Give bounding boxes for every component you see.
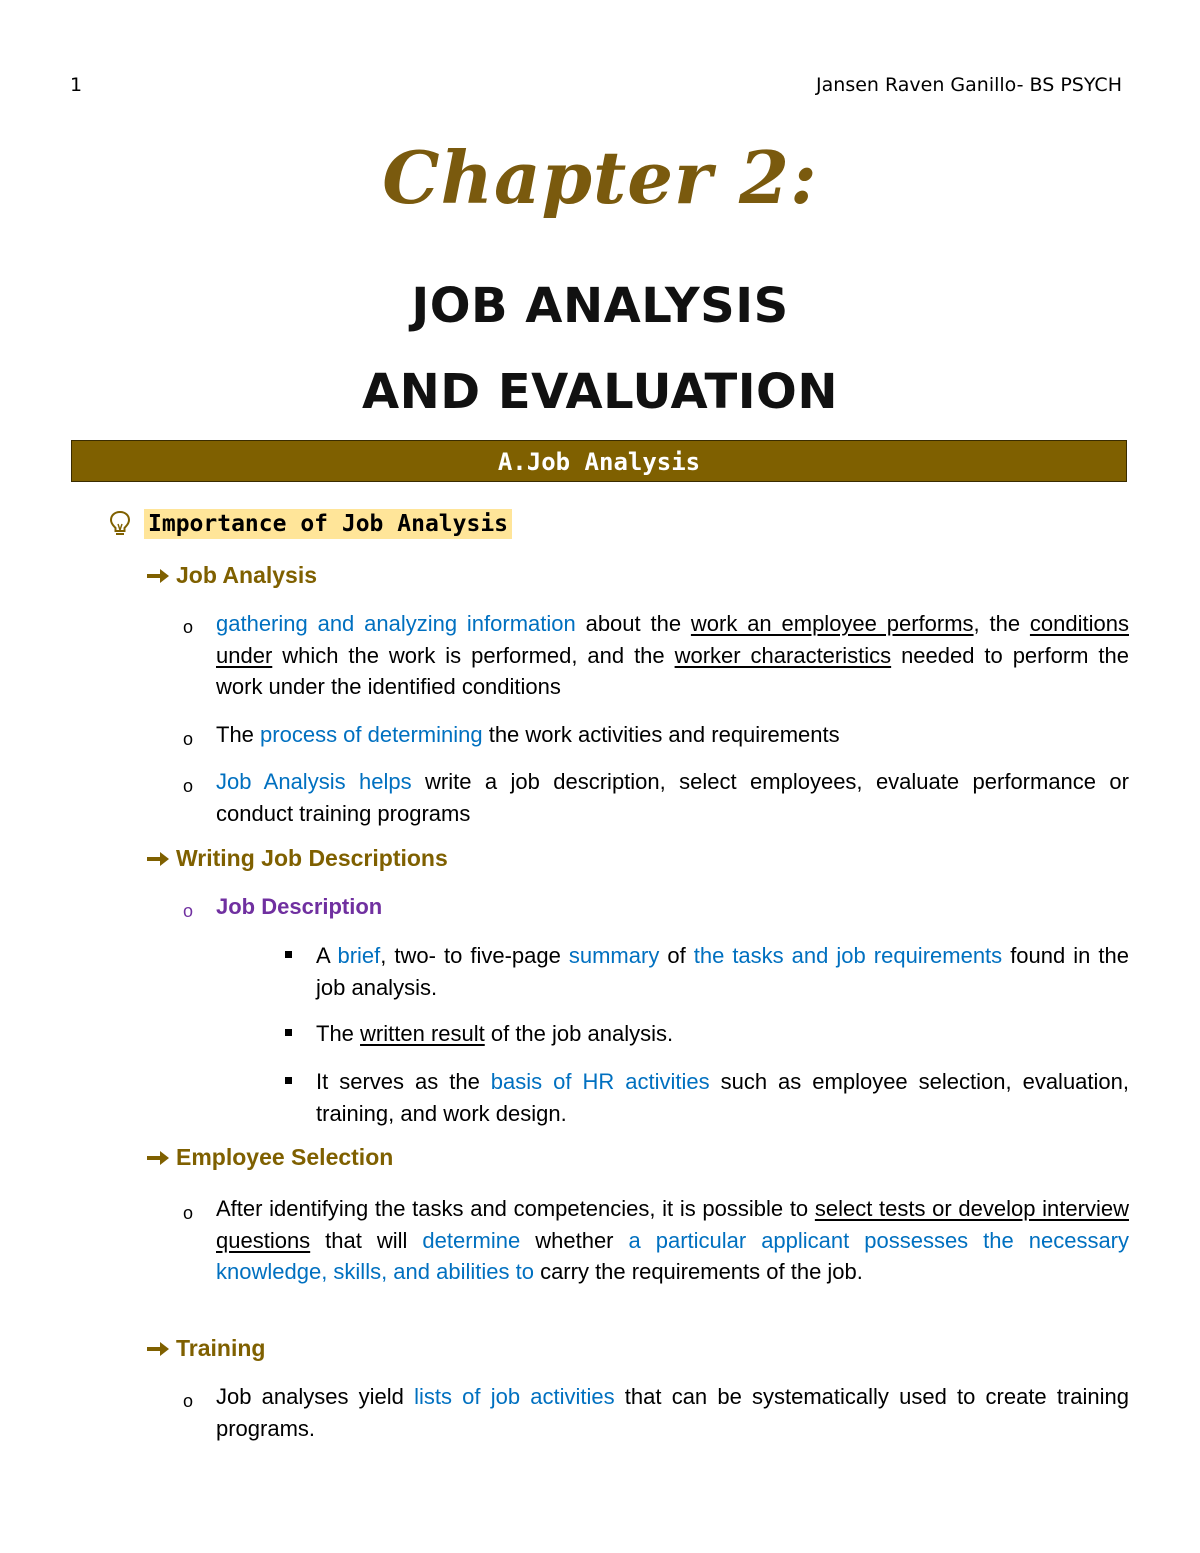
text-run: carry the requirements of the job.: [533, 1259, 863, 1284]
text-run: found in the job analysis.: [316, 943, 1129, 1000]
chapter-label: Chapter 2:: [382, 135, 818, 220]
text-run: brief: [337, 943, 381, 968]
text-run: conditions under: [216, 611, 1129, 668]
text-run: about the: [575, 611, 691, 636]
text-run: After identifying the tasks and competencies, it is possible to: [216, 1196, 815, 1221]
job-description-summary: [316, 940, 1129, 1003]
author-header: Jansen Raven Ganillo- BS PSYCH: [816, 74, 1122, 96]
text-run: lists of job activities: [414, 1384, 615, 1409]
text-run: whether: [520, 1227, 629, 1253]
arrow-right-icon: [146, 1149, 170, 1167]
training-heading: [146, 1335, 265, 1362]
text-run: that can be systematically used to create training programs.: [216, 1384, 1130, 1441]
text-run: summary: [568, 943, 660, 968]
importance-heading: Importance of Job Analysis: [144, 509, 512, 539]
job-description-result: [316, 1018, 1129, 1050]
text-run: A: [316, 943, 338, 968]
writing-heading: [146, 845, 448, 872]
square-bullet-marker: [285, 951, 292, 958]
text-run: The: [316, 1021, 361, 1046]
text-run: gathering and analyzing information: [216, 611, 576, 636]
job-analysis-heading: [146, 562, 317, 589]
text-run: written result: [360, 1021, 485, 1046]
text-run: process of determining: [260, 722, 483, 747]
training-heading-label: Training: [176, 1335, 266, 1361]
text-run: determine: [422, 1227, 521, 1253]
job-analysis-helps: [216, 766, 1129, 829]
text-run: that will: [310, 1227, 423, 1253]
text-run: select tests or develop interview questions: [216, 1196, 1129, 1253]
job-description-basis: [316, 1066, 1129, 1129]
text-run: It serves as the: [316, 1069, 491, 1094]
selection-text: [216, 1193, 1129, 1288]
page-number: 1: [70, 74, 83, 96]
page-title-line-1: JOB ANALYSIS: [411, 278, 789, 334]
selection-heading-label: Employee Selection: [176, 1144, 394, 1170]
job-analysis-process: [216, 719, 1129, 751]
lightbulb-icon: [108, 510, 132, 538]
square-bullet-marker: [285, 1077, 292, 1084]
text-run: The: [216, 722, 261, 747]
text-run: worker characteristics: [674, 642, 892, 668]
bullet-marker: o: [183, 617, 194, 637]
text-run: Job Analysis helps: [216, 769, 412, 794]
arrow-right-icon: [146, 850, 170, 868]
text-run: work an employee performs: [690, 611, 974, 636]
text-run: which the work is performed, and the: [272, 642, 675, 668]
bullet-marker: o: [183, 1391, 194, 1411]
text-run: of: [659, 943, 694, 968]
square-bullet-marker: [285, 1029, 292, 1036]
selection-heading: [146, 1144, 393, 1171]
text-run: Job analyses yield: [216, 1384, 415, 1409]
bullet-marker: o: [183, 1203, 194, 1223]
job-description-heading: Job Description: [216, 894, 383, 919]
section-bar: A.Job Analysis: [71, 440, 1127, 482]
text-run: write a job description, select employees, evaluate performance or conduct training programs: [216, 769, 1129, 826]
text-run: needed to perform the work under the identified conditions: [216, 642, 1130, 699]
text-run: such as employee selection, evaluation, training, and work design.: [316, 1069, 1129, 1126]
arrow-right-icon: [146, 567, 170, 585]
text-run: a particular applicant possesses the necessary knowledge, skills, and abilities to: [216, 1227, 1130, 1284]
text-run: the tasks and job requirements: [693, 943, 1003, 968]
bullet-marker: o: [183, 901, 194, 921]
writing-heading-label: Writing Job Descriptions: [176, 845, 448, 871]
training-text: [216, 1381, 1129, 1444]
job-analysis-definition: [216, 608, 1129, 703]
page-title-line-2: AND EVALUATION: [361, 364, 839, 420]
text-run: , the: [973, 611, 1030, 636]
text-run: basis of HR activities: [490, 1069, 710, 1094]
text-run: of the job analysis.: [484, 1021, 674, 1046]
arrow-right-icon: [146, 1340, 170, 1358]
text-run: , two- to five-page: [380, 943, 569, 968]
importance-heading-row: [108, 506, 512, 542]
text-run: the work activities and requirements: [482, 722, 840, 747]
job-analysis-heading-label: Job Analysis: [176, 562, 318, 588]
bullet-marker: o: [183, 776, 194, 796]
bullet-marker: o: [183, 729, 194, 749]
